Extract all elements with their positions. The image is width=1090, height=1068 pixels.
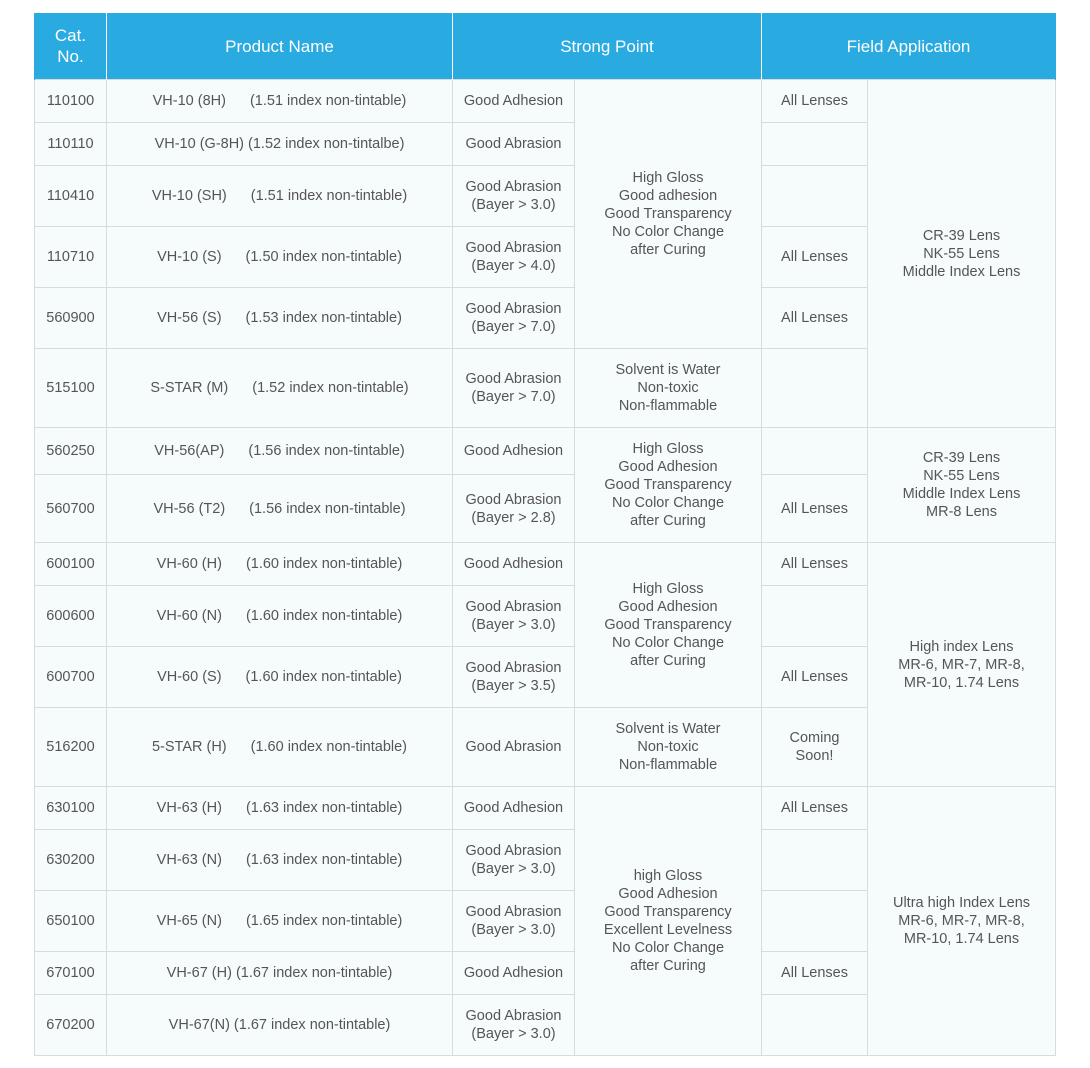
product-index: (1.63 index non-tintable) — [245, 852, 403, 868]
product-code: VH-10 (G-8H) (1.52 index non-tintalbe) — [154, 136, 405, 152]
strong-point-group: high Gloss Good Adhesion Good Transparency Excellent Levelness No Color Change after Curing — [575, 787, 762, 1056]
strong-point-group: High Gloss Good Adhesion Good Transparency No Color Change after Curing — [575, 428, 762, 543]
product-name-cell — [107, 428, 453, 475]
product-index: (1.60 index non-tintable) — [250, 739, 408, 755]
product-name-cell — [107, 787, 453, 830]
property-cell: Good Abrasion (Bayer > 2.8) — [453, 475, 575, 543]
lens-compat-cell — [762, 349, 868, 428]
lens-compat-cell — [762, 995, 868, 1056]
table-row — [35, 80, 1056, 123]
product-code: VH-60 (N) — [156, 608, 222, 624]
cat-no-cell: 560700 — [35, 475, 107, 543]
product-code: VH-56 (S) — [157, 310, 222, 326]
cat-no-cell: 650100 — [35, 891, 107, 952]
product-index: (1.50 index non-tintable) — [245, 249, 402, 265]
property-cell: Good Abrasion (Bayer > 7.0) — [453, 288, 575, 349]
product-name-cell — [107, 586, 453, 647]
header-strong-point: Strong Point — [453, 13, 762, 80]
lens-compat-cell — [762, 428, 868, 475]
lens-compat-cell: All Lenses — [762, 543, 868, 586]
product-name-cell — [107, 80, 453, 123]
product-code: VH-10 (SH) — [151, 188, 227, 204]
lens-compat-cell — [762, 123, 868, 166]
property-cell: Good Abrasion (Bayer > 3.0) — [453, 586, 575, 647]
lens-compat-cell: All Lenses — [762, 475, 868, 543]
lens-compat-cell: All Lenses — [762, 80, 868, 123]
product-name-cell — [107, 166, 453, 227]
cat-no-cell: 110710 — [35, 227, 107, 288]
product-name-cell — [107, 647, 453, 708]
strong-point-group: Solvent is Water Non-toxic Non-flammable — [575, 708, 762, 787]
product-name-cell — [107, 288, 453, 349]
product-index: (1.53 index non-tintable) — [245, 310, 402, 326]
property-cell: Good Abrasion (Bayer > 3.0) — [453, 995, 575, 1056]
product-index: (1.65 index non-tintable) — [245, 913, 403, 929]
lens-compat-cell: Coming Soon! — [762, 708, 868, 787]
cat-no-cell: 670100 — [35, 952, 107, 995]
cat-no-cell: 600100 — [35, 543, 107, 586]
property-cell: Good Adhesion — [453, 543, 575, 586]
cat-no-cell: 600700 — [35, 647, 107, 708]
product-code: VH-56(AP) — [154, 443, 225, 459]
product-code: VH-56 (T2) — [153, 500, 226, 517]
strong-point-group: Solvent is Water Non-toxic Non-flammable — [575, 349, 762, 428]
property-cell: Good Abrasion (Bayer > 3.0) — [453, 830, 575, 891]
cat-no-cell: 630200 — [35, 830, 107, 891]
product-name-cell — [107, 708, 453, 787]
lens-compat-cell — [762, 586, 868, 647]
product-index: (1.56 index non-tintable) — [249, 500, 406, 517]
cat-no-cell: 516200 — [35, 708, 107, 787]
property-cell: Good Abrasion — [453, 123, 575, 166]
cat-no-cell: 560900 — [35, 288, 107, 349]
product-index: (1.60 index non-tintable) — [245, 608, 403, 624]
table-header-row — [35, 13, 1056, 80]
product-code: VH-60 (H) — [156, 556, 222, 572]
product-code: VH-65 (N) — [156, 913, 222, 929]
product-spec-table-container — [34, 13, 1056, 1056]
product-name-cell — [107, 543, 453, 586]
property-cell: Good Adhesion — [453, 80, 575, 123]
product-name-cell — [107, 995, 453, 1056]
product-code: S-STAR (M) — [150, 380, 229, 396]
product-code: VH-67(N) (1.67 index non-tintable) — [168, 1017, 391, 1033]
lens-compat-cell — [762, 166, 868, 227]
field-application-group: Ultra high Index Lens MR-6, MR-7, MR-8, MR-10, 1.74 Lens — [868, 787, 1056, 1056]
lens-compat-cell: All Lenses — [762, 952, 868, 995]
property-cell: Good Adhesion — [453, 428, 575, 475]
property-cell: Good Abrasion (Bayer > 3.0) — [453, 891, 575, 952]
property-cell: Good Abrasion (Bayer > 3.5) — [453, 647, 575, 708]
header-product-name: Product Name — [107, 13, 453, 80]
property-cell: Good Abrasion (Bayer > 3.0) — [453, 166, 575, 227]
cat-no-cell: 110410 — [35, 166, 107, 227]
product-index: (1.52 index non-tintable) — [252, 380, 409, 396]
header-field-application: Field Application — [762, 13, 1056, 80]
header-cat-no: Cat. No. — [35, 13, 107, 80]
product-code: VH-10 (S) — [157, 249, 222, 265]
product-code: VH-67 (H) (1.67 index non-tintable) — [166, 965, 393, 981]
field-application-group: CR-39 Lens NK-55 Lens Middle Index Lens MR-8 Lens — [868, 428, 1056, 543]
lens-compat-cell: All Lenses — [762, 288, 868, 349]
property-cell: Good Abrasion — [453, 708, 575, 787]
product-name-cell — [107, 952, 453, 995]
product-code: VH-60 (S) — [157, 669, 222, 685]
cat-no-cell: 630100 — [35, 787, 107, 830]
lens-compat-cell — [762, 891, 868, 952]
cat-no-cell: 560250 — [35, 428, 107, 475]
product-name-cell — [107, 123, 453, 166]
lens-compat-cell — [762, 830, 868, 891]
product-index: (1.63 index non-tintable) — [245, 800, 403, 816]
product-name-cell — [107, 227, 453, 288]
product-index: (1.51 index non-tintable) — [249, 93, 407, 109]
property-cell: Good Abrasion (Bayer > 4.0) — [453, 227, 575, 288]
strong-point-group: High Gloss Good adhesion Good Transparency No Color Change after Curing — [575, 80, 762, 349]
product-code: VH-63 (H) — [156, 800, 222, 816]
lens-compat-cell: All Lenses — [762, 787, 868, 830]
product-name-cell — [107, 349, 453, 428]
product-spec-table — [34, 13, 1056, 1056]
lens-compat-cell: All Lenses — [762, 227, 868, 288]
cat-no-cell: 600600 — [35, 586, 107, 647]
product-name-cell — [107, 475, 453, 543]
product-code: VH-10 (8H) — [152, 93, 226, 109]
table-row — [35, 428, 1056, 475]
field-application-group: CR-39 Lens NK-55 Lens Middle Index Lens — [868, 80, 1056, 428]
product-index: (1.60 index non-tintable) — [245, 556, 403, 572]
cat-no-cell: 515100 — [35, 349, 107, 428]
cat-no-cell: 670200 — [35, 995, 107, 1056]
property-cell: Good Abrasion (Bayer > 7.0) — [453, 349, 575, 428]
strong-point-group: High Gloss Good Adhesion Good Transparency No Color Change after Curing — [575, 543, 762, 708]
product-name-cell — [107, 830, 453, 891]
table-row — [35, 543, 1056, 586]
product-code: 5-STAR (H) — [151, 739, 227, 755]
table-row — [35, 787, 1056, 830]
product-index: (1.51 index non-tintable) — [250, 188, 408, 204]
product-name-cell — [107, 891, 453, 952]
product-index: (1.60 index non-tintable) — [245, 669, 402, 685]
product-index: (1.56 index non-tintable) — [248, 443, 405, 459]
property-cell: Good Adhesion — [453, 787, 575, 830]
property-cell: Good Adhesion — [453, 952, 575, 995]
cat-no-cell: 110110 — [35, 123, 107, 166]
field-application-group: High index Lens MR-6, MR-7, MR-8, MR-10, 1.74 Lens — [868, 543, 1056, 787]
lens-compat-cell: All Lenses — [762, 647, 868, 708]
product-code: VH-63 (N) — [156, 852, 222, 868]
cat-no-cell: 110100 — [35, 80, 107, 123]
